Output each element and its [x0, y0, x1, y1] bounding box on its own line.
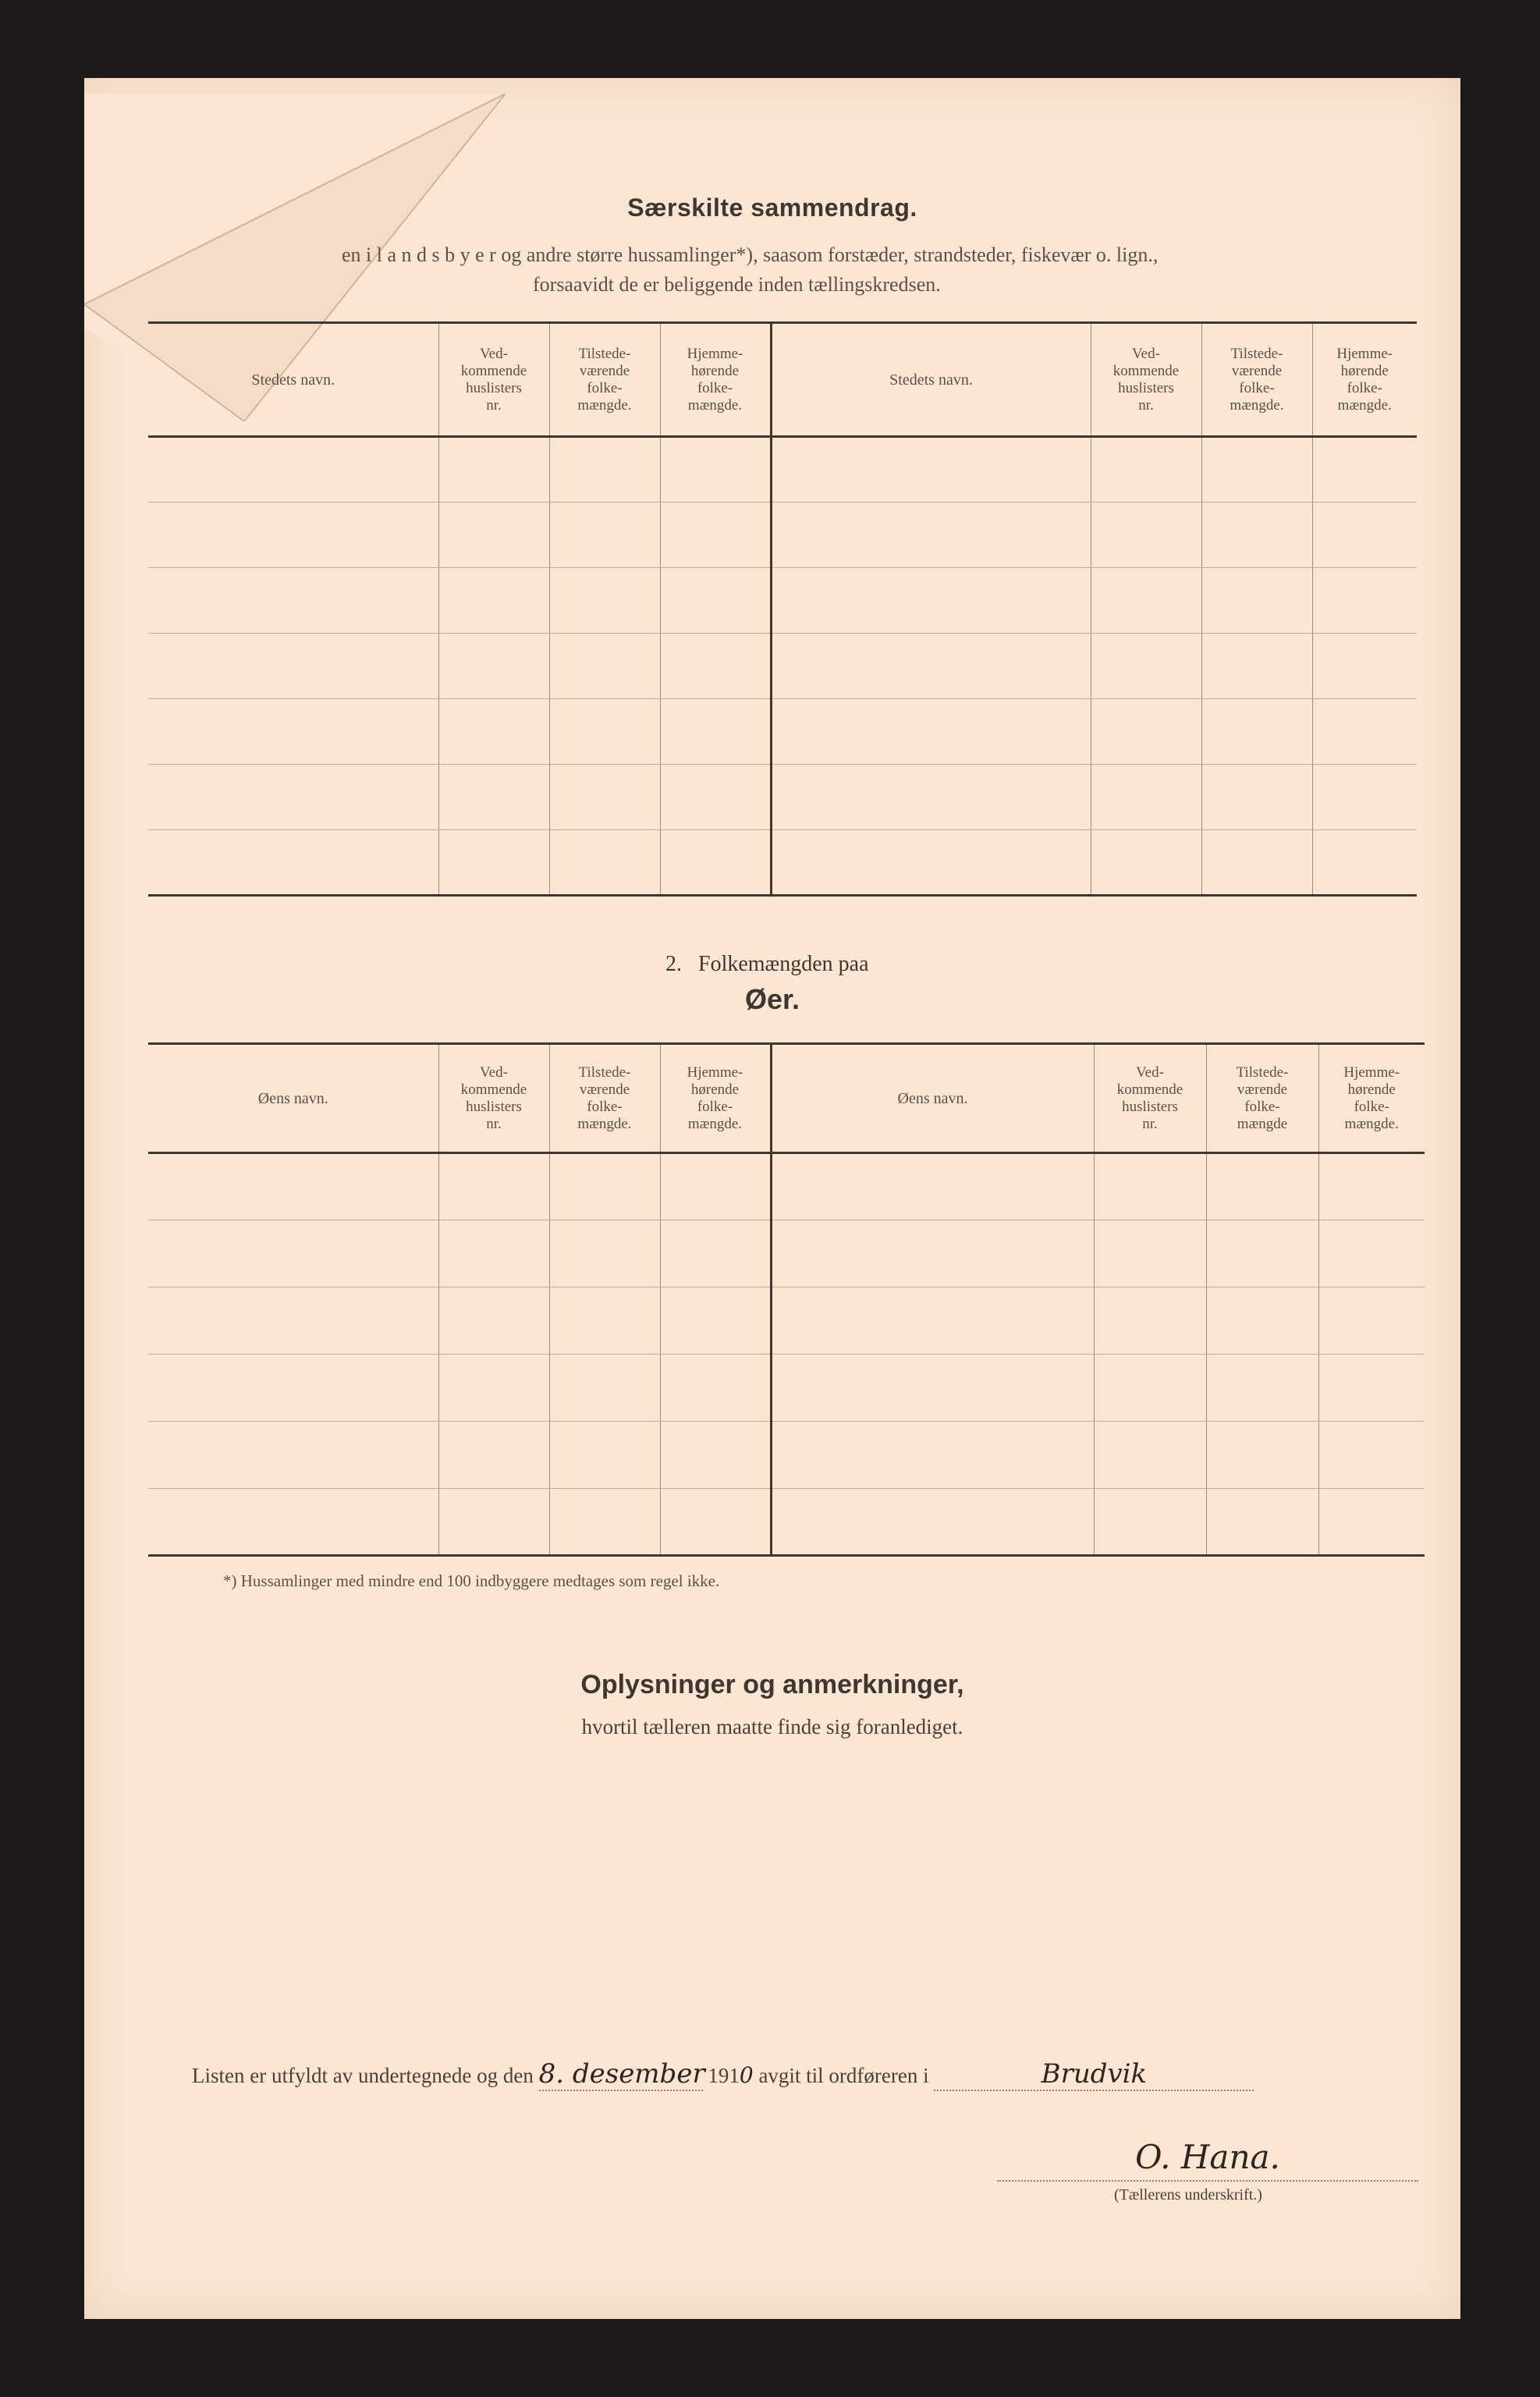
section1-table-cell[interactable]	[1312, 765, 1417, 830]
section1-table-cell[interactable]	[771, 502, 1091, 568]
section1-table-cell[interactable]	[438, 437, 549, 502]
section1-table-row	[148, 437, 1417, 502]
section1-table-row	[148, 568, 1417, 634]
section2-table-cell[interactable]	[148, 1489, 438, 1556]
section1-table-cell[interactable]	[1091, 765, 1201, 830]
section1-table-cell[interactable]	[1091, 634, 1201, 699]
section1-table-cell[interactable]	[771, 830, 1091, 896]
section1-table-cell[interactable]	[1201, 765, 1312, 830]
section1-table-cell[interactable]	[148, 830, 438, 896]
section1-table-cell[interactable]	[660, 568, 771, 634]
col-header-huslisters-nr-right: Ved- kommende huslisters nr.	[1094, 1044, 1206, 1153]
section1-table-cell[interactable]	[660, 502, 771, 568]
section2-table-cell[interactable]	[771, 1422, 1094, 1489]
col-header-huslisters-nr: Ved- kommende huslisters nr.	[438, 1044, 549, 1153]
section2-table-cell[interactable]	[148, 1153, 438, 1220]
section2-table-cell[interactable]	[1206, 1220, 1318, 1287]
section2-table-cell[interactable]	[148, 1355, 438, 1422]
section2-table-cell[interactable]	[549, 1355, 660, 1422]
section2-table-cell[interactable]	[1206, 1489, 1318, 1556]
handwritten-date: 8. desember	[538, 2058, 705, 2090]
section2-table-cell[interactable]	[148, 1287, 438, 1355]
section2-table-cell[interactable]	[549, 1220, 660, 1287]
section1-table-cell[interactable]	[771, 765, 1091, 830]
section1-table-cell[interactable]	[660, 699, 771, 765]
date-field[interactable]	[539, 2058, 703, 2091]
section1-table-cell[interactable]	[438, 568, 549, 634]
section2-table-row	[148, 1422, 1425, 1489]
section2-table-cell[interactable]	[438, 1422, 549, 1489]
section2-table	[148, 1042, 1425, 1557]
col-header-tilstedevaerende-right: Tilstede- værende folke- mængde	[1206, 1044, 1318, 1153]
section1-table-cell[interactable]	[1201, 634, 1312, 699]
place-field[interactable]	[934, 2058, 1254, 2091]
closing-prefix: Listen er utfyldt av undertegnede og den	[192, 2064, 534, 2087]
section2-table-cell[interactable]	[1094, 1422, 1206, 1489]
section2-table-cell[interactable]	[660, 1355, 771, 1422]
col-header-stedets-navn-right: Stedets navn.	[771, 323, 1091, 437]
section2-table-cell[interactable]	[148, 1220, 438, 1287]
section1-table-cell[interactable]	[148, 502, 438, 568]
section1-table-cell[interactable]	[438, 765, 549, 830]
section2-table-cell[interactable]	[1318, 1287, 1425, 1355]
section2-table-cell[interactable]	[438, 1355, 549, 1422]
section2-table-row	[148, 1489, 1425, 1556]
section1-table-row	[148, 634, 1417, 699]
remarks-title: Oplysninger og anmerkninger,	[580, 1670, 964, 1699]
section1-table-cell[interactable]	[1091, 699, 1201, 765]
section1-table-cell[interactable]	[1091, 830, 1201, 896]
section2-heading	[665, 952, 869, 977]
section1-table-cell[interactable]	[1091, 502, 1201, 568]
section2-table-row	[148, 1287, 1425, 1355]
section1-table-cell[interactable]	[1091, 568, 1201, 634]
section2-title: Øer.	[744, 983, 800, 1015]
section2-table-row	[148, 1355, 1425, 1422]
handwritten-year: 0	[739, 2062, 754, 2088]
section1-table-cell[interactable]	[148, 634, 438, 699]
section2-table-cell[interactable]	[1318, 1220, 1425, 1287]
section2-table-cell[interactable]	[1206, 1355, 1318, 1422]
section2-table-cell[interactable]	[1094, 1153, 1206, 1220]
section2-table-row	[148, 1153, 1425, 1220]
section1-table-cell[interactable]	[1312, 830, 1417, 896]
section1-table-cell[interactable]	[660, 830, 771, 896]
section2-table-cell[interactable]	[1094, 1220, 1206, 1287]
handwritten-signature: O. Hana.	[1135, 2138, 1280, 2176]
section1-table-cell[interactable]	[771, 568, 1091, 634]
section2-table-cell[interactable]	[1318, 1489, 1425, 1556]
section2-table-cell[interactable]	[660, 1153, 771, 1220]
col-header-stedets-navn: Stedets navn.	[148, 323, 438, 437]
section1-table-cell[interactable]	[660, 634, 771, 699]
col-header-hjemmehorende-right: Hjemme- hørende folke- mængde.	[1312, 323, 1417, 437]
section1-table-cell[interactable]	[549, 502, 660, 568]
signature-field[interactable]	[997, 2138, 1418, 2182]
col-header-oens-navn: Øens navn.	[148, 1044, 438, 1153]
closing-statement	[192, 2058, 1254, 2091]
section1-table-cell[interactable]	[148, 699, 438, 765]
section1-table-row	[148, 699, 1417, 765]
section1-table-row	[148, 830, 1417, 896]
section1-table-cell[interactable]	[1312, 502, 1417, 568]
section1-table-cell[interactable]	[660, 765, 771, 830]
section1-table-cell[interactable]	[771, 437, 1091, 502]
section1-table-body	[148, 437, 1417, 896]
section1-table-cell[interactable]	[438, 830, 549, 896]
col-header-hjemmehorende: Hjemme- hørende folke- mængde.	[660, 1044, 771, 1153]
section2-table-cell[interactable]	[660, 1220, 771, 1287]
section1-table-cell[interactable]	[1201, 568, 1312, 634]
section2-table-cell[interactable]	[1318, 1153, 1425, 1220]
section1-table-cell[interactable]	[660, 437, 771, 502]
section1-table-cell[interactable]	[1201, 830, 1312, 896]
section2-table-cell[interactable]	[438, 1220, 549, 1287]
section2-table-cell[interactable]	[549, 1287, 660, 1355]
section1-table-cell[interactable]	[1312, 699, 1417, 765]
section2-table-body	[148, 1153, 1425, 1556]
col-header-oens-navn-right: Øens navn.	[771, 1044, 1094, 1153]
section2-table-cell[interactable]	[549, 1153, 660, 1220]
section2-table-cell[interactable]	[1094, 1287, 1206, 1355]
section2-header-row	[148, 1044, 1425, 1153]
section2-table-cell[interactable]	[660, 1422, 771, 1489]
section2-table-cell[interactable]	[771, 1153, 1094, 1220]
section1-subtitle-line1: en i l a n d s b y e r og andre større hussamlinger*), saasom forstæder, strandsteder, fiskevær o. lign.,	[342, 243, 1159, 266]
section1-table-cell[interactable]	[771, 699, 1091, 765]
section1-table-cell[interactable]	[549, 634, 660, 699]
section1-table-cell[interactable]	[438, 502, 549, 568]
remarks-subtitle: hvortil tælleren maatte finde sig foranlediget.	[581, 1715, 963, 1738]
section2-table-cell[interactable]	[438, 1153, 549, 1220]
section2-table-cell[interactable]	[438, 1489, 549, 1556]
section2-table-cell[interactable]	[1094, 1489, 1206, 1556]
section2-table-cell[interactable]	[1318, 1422, 1425, 1489]
section1-table-cell[interactable]	[1201, 502, 1312, 568]
section1-table-cell[interactable]	[549, 765, 660, 830]
section2-table-row	[148, 1220, 1425, 1287]
section1-table-cell[interactable]	[438, 699, 549, 765]
census-form-page	[84, 78, 1460, 2319]
section2-table-cell[interactable]	[1206, 1153, 1318, 1220]
section1-table-cell[interactable]	[1312, 437, 1417, 502]
section2-table-cell[interactable]	[771, 1355, 1094, 1422]
section1-table-cell[interactable]	[549, 830, 660, 896]
col-header-huslisters-nr-right: Ved- kommende huslisters nr.	[1091, 323, 1201, 437]
section1-table-cell[interactable]	[549, 568, 660, 634]
col-header-hjemmehorende: Hjemme- hørende folke- mængde.	[660, 323, 771, 437]
signature-caption: (Tællerens underskrift.)	[1114, 2186, 1262, 2203]
col-header-tilstedevaerende: Tilstede- værende folke- mængde.	[549, 1044, 660, 1153]
section2-heading-text: Folkemængden paa	[698, 952, 869, 976]
section1-table-cell[interactable]	[148, 765, 438, 830]
section2-table-cell[interactable]	[771, 1489, 1094, 1556]
year-prefix: 191	[708, 2064, 740, 2087]
handwritten-place: Brudvik	[1041, 2058, 1148, 2090]
footnote: *) Hussamlinger med mindre end 100 indbyggere medtages som regel ikke.	[223, 1571, 720, 1590]
section1-title: Særskilte sammendrag.	[627, 194, 917, 222]
section2-table-cell[interactable]	[660, 1489, 771, 1556]
section2-table-cell[interactable]	[549, 1422, 660, 1489]
section2-table-cell[interactable]	[438, 1287, 549, 1355]
col-header-tilstedevaerende: Tilstede- værende folke- mængde.	[549, 323, 660, 437]
section1-table-row	[148, 765, 1417, 830]
col-header-tilstedevaerende-right: Tilstede- værende folke- mængde.	[1201, 323, 1312, 437]
section2-table-cell[interactable]	[1318, 1355, 1425, 1422]
section1-table-cell[interactable]	[148, 568, 438, 634]
section1-table	[148, 321, 1417, 897]
col-header-hjemmehorende-right: Hjemme- hørende folke- mængde.	[1318, 1044, 1425, 1153]
section1-table-cell[interactable]	[549, 437, 660, 502]
section1-table-cell[interactable]	[438, 634, 549, 699]
section2-table-cell[interactable]	[660, 1287, 771, 1355]
section2-table-cell[interactable]	[148, 1422, 438, 1489]
section1-table-cell[interactable]	[1201, 699, 1312, 765]
section2-table-cell[interactable]	[1094, 1355, 1206, 1422]
section1-table-cell[interactable]	[1201, 437, 1312, 502]
closing-middle: avgit til ordføreren i	[758, 2064, 929, 2087]
section1-table-cell[interactable]	[148, 437, 438, 502]
section1-table-cell[interactable]	[771, 634, 1091, 699]
section1-table-cell[interactable]	[549, 699, 660, 765]
section1-table-cell[interactable]	[1312, 568, 1417, 634]
section2-table-cell[interactable]	[549, 1489, 660, 1556]
col-header-huslisters-nr: Ved- kommende huslisters nr.	[438, 323, 549, 437]
section1-table-cell[interactable]	[1312, 634, 1417, 699]
section1-subtitle-line2: forsaavidt de er beliggende inden tællingskredsen.	[533, 273, 941, 296]
section2-table-cell[interactable]	[1206, 1287, 1318, 1355]
section2-number: 2.	[665, 952, 682, 976]
section2-table-cell[interactable]	[771, 1287, 1094, 1355]
section1-table-cell[interactable]	[1091, 437, 1201, 502]
section1-header-row	[148, 323, 1417, 437]
section2-table-cell[interactable]	[771, 1220, 1094, 1287]
section1-table-row	[148, 502, 1417, 568]
section2-table-cell[interactable]	[1206, 1422, 1318, 1489]
